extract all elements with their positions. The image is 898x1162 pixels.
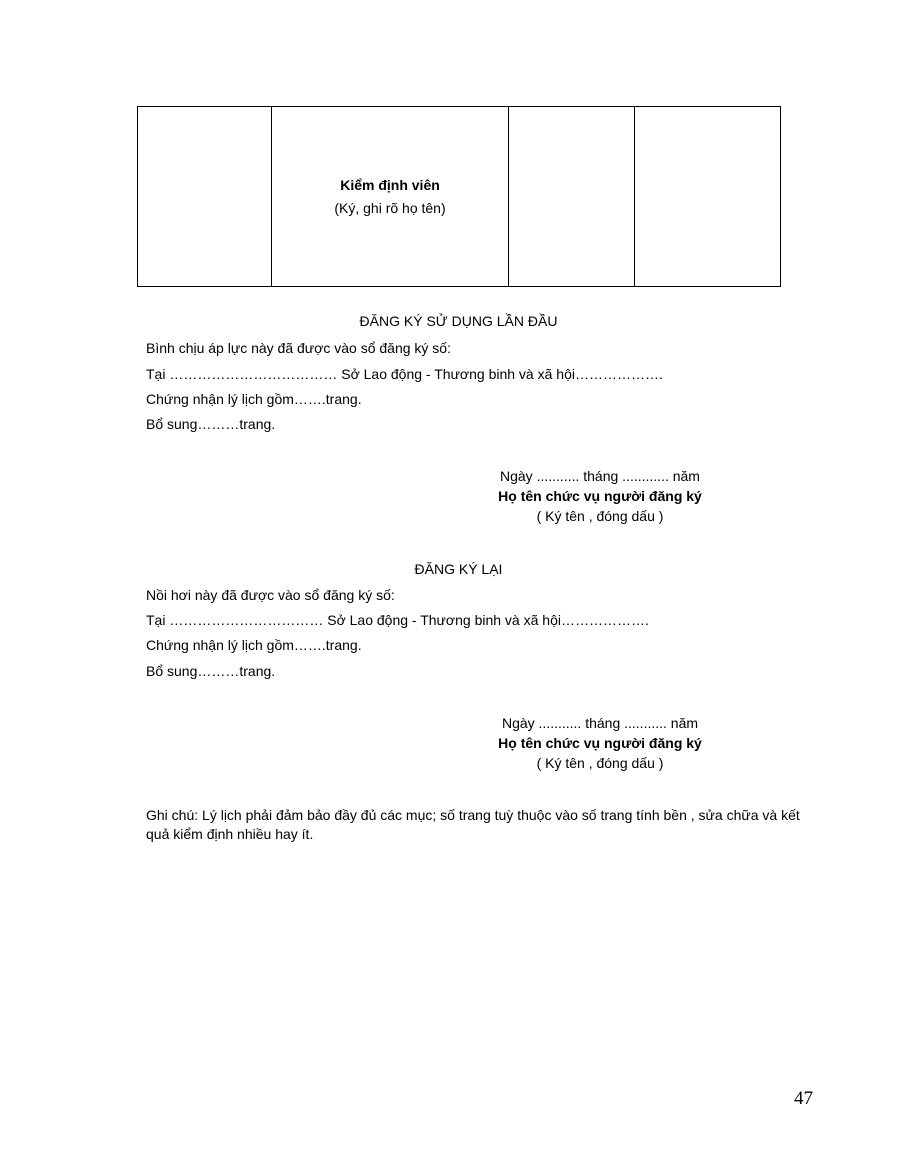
re-registration-heading: ĐĂNG KÝ LẠI	[414, 561, 503, 577]
first-registration-line-4: Bổ sung………trang.	[146, 416, 276, 432]
first-registration-line-3: Chứng nhận lý lịch gồm…….trang.	[146, 391, 362, 407]
re-registration-line-3: Chứng nhận lý lịch gồm…….trang.	[146, 637, 362, 653]
signature-cell-1	[138, 107, 272, 287]
first-registration-signer-title: Họ tên chức vụ người đăng ký	[498, 488, 702, 504]
signature-cell-3	[509, 107, 635, 287]
re-registration-signer-title: Họ tên chức vụ người đăng ký	[498, 735, 702, 751]
first-registration-line-1: Bình chịu áp lực này đã được vào sổ đăng ký số:	[146, 340, 451, 356]
re-registration-line-4: Bổ sung………trang.	[146, 663, 276, 679]
page-number: 47	[794, 1088, 813, 1109]
note-text: Ghi chú: Lý lịch phải đảm bảo đầy đủ các mục; số trang tuỳ thuộc vào số trang tính bền , sửa chữa và kết quả kiểm định nhiều hay ít.	[146, 807, 800, 842]
re-registration-date-line: Ngày ........... tháng ........... năm	[501, 715, 699, 731]
inspector-title: Kiểm định viên	[340, 177, 440, 193]
re-registration-line-2: Tại …………………………… Sở Lao động - Thương binh và xã hội……………….	[146, 612, 649, 628]
first-registration-sign-block	[470, 466, 730, 526]
re-registration-signer-sub: ( Ký tên , đóng dấu )	[536, 755, 664, 771]
re-registration-sign-block	[470, 713, 730, 773]
first-registration-signer-sub: ( Ký tên , đóng dấu )	[536, 508, 664, 524]
inspector-subtitle: (Ký, ghi rõ họ tên)	[334, 200, 446, 216]
first-registration-heading: ĐĂNG KÝ SỬ DỤNG LẦN ĐẦU	[359, 313, 558, 329]
first-registration-line-2: Tại ……………………………… Sở Lao động - Thương binh và xã hội……………….	[146, 366, 663, 382]
signature-table	[137, 106, 781, 287]
signature-cell-4	[635, 107, 781, 287]
signature-cell-inspector	[272, 107, 509, 287]
re-registration-line-1: Nồi hơi này đã được vào sổ đăng ký số:	[146, 587, 395, 603]
first-registration-date-line: Ngày ........... tháng ............ năm	[500, 468, 700, 484]
